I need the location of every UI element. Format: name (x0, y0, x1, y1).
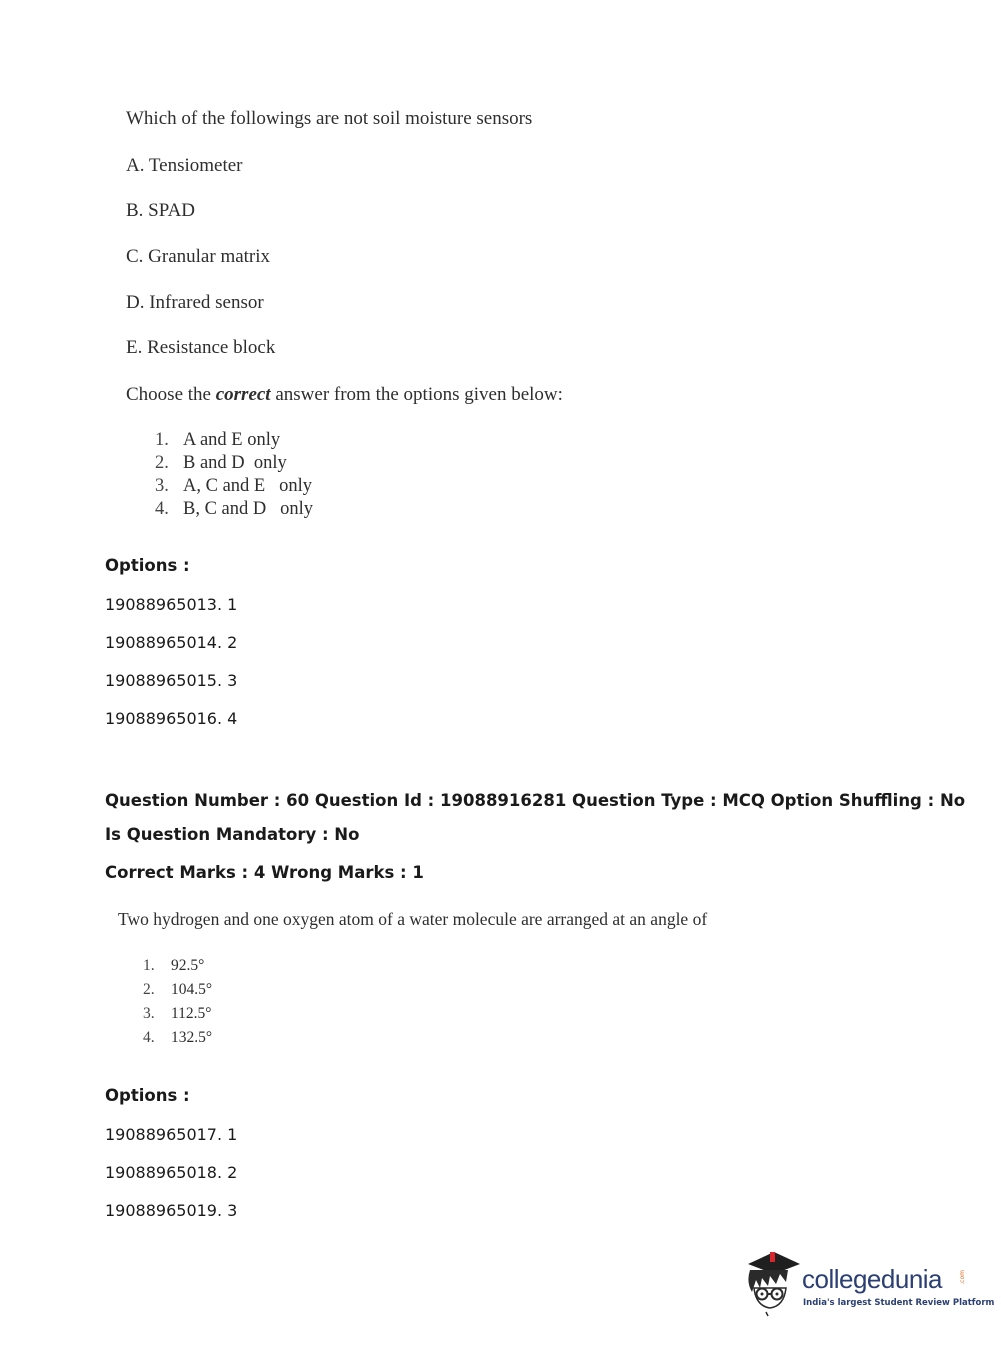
q59-option-2: 19088965014. 2 (105, 633, 238, 652)
q59-stem: Which of the followings are not soil moisture sensors (126, 108, 533, 129)
q59-choice-text: B and D only (183, 453, 287, 473)
q60-option-2: 19088965018. 2 (105, 1163, 238, 1182)
q59-statement-e: E. Resistance block (126, 337, 276, 358)
q60-option-3: 19088965019. 3 (105, 1201, 238, 1220)
q60-choice-text: 132.5° (171, 1029, 213, 1046)
q59-choice-text: A, C and E only (183, 476, 312, 496)
q60-choice-1 (143, 957, 204, 975)
q59-instruction-pre: Choose the (126, 384, 216, 405)
q59-option-4: 19088965016. 4 (105, 709, 238, 728)
q59-statement-b: B. SPAD (126, 200, 196, 221)
q59-option-1: 19088965013. 1 (105, 595, 238, 614)
q59-instruction-emphasis: correct (215, 384, 271, 405)
q59-choice-2 (155, 453, 287, 474)
q59-instruction-post: answer from the options given below: (270, 384, 563, 405)
logo-suffix: .com (959, 1270, 966, 1285)
q60-stem: Two hydrogen and one oxygen atom of a water molecule are arranged at an angle of (118, 909, 708, 929)
q60-option-1: 19088965017. 1 (105, 1125, 238, 1144)
q59-choice-number: 3. (155, 476, 169, 496)
q60-choice-text: 104.5° (171, 981, 213, 998)
q60-choice-3 (143, 1005, 212, 1023)
q60-marks: Correct Marks : 4 Wrong Marks : 1 (105, 863, 424, 882)
q59-choice-text: A and E only (183, 430, 281, 450)
q60-choice-number: 3. (143, 1005, 155, 1022)
q60-options-label: Options : (105, 1086, 190, 1105)
q59-statement-c: C. Granular matrix (126, 246, 271, 267)
q59-choice-4 (155, 499, 313, 520)
q60-meta-line1: Question Number : 60 Question Id : 19088916281 Question Type : MCQ Option Shuffling : No (105, 791, 966, 810)
q59-statement-d: D. Infrared sensor (126, 292, 264, 313)
q59-choice-number: 4. (155, 499, 169, 519)
q59-options-label: Options : (105, 556, 190, 575)
q60-choice-2 (143, 981, 212, 999)
q59-instruction (126, 384, 563, 406)
logo-wordmark: collegedunia (802, 1264, 943, 1294)
q59-choice-3 (155, 476, 312, 497)
q59-choice-text: B, C and D only (183, 499, 314, 519)
q60-meta-line2: Is Question Mandatory : No (105, 825, 360, 844)
q60-choice-4 (143, 1029, 212, 1047)
q60-choice-text: 112.5° (171, 1005, 212, 1022)
q59-choice-number: 1. (155, 430, 169, 450)
q60-choice-text: 92.5° (171, 957, 205, 974)
q59-choice-number: 2. (155, 453, 169, 473)
q59-statement-a: A. Tensiometer (126, 155, 243, 176)
q60-choice-number: 2. (143, 981, 155, 998)
q60-choice-number: 4. (143, 1029, 155, 1046)
mascot-icon (740, 1248, 802, 1318)
collegedunia-logo (740, 1248, 995, 1320)
q59-option-3: 19088965015. 3 (105, 671, 238, 690)
q60-choice-number: 1. (143, 957, 155, 974)
q59-choice-1 (155, 430, 280, 451)
logo-tagline: India's largest Student Review Platform (803, 1298, 995, 1308)
